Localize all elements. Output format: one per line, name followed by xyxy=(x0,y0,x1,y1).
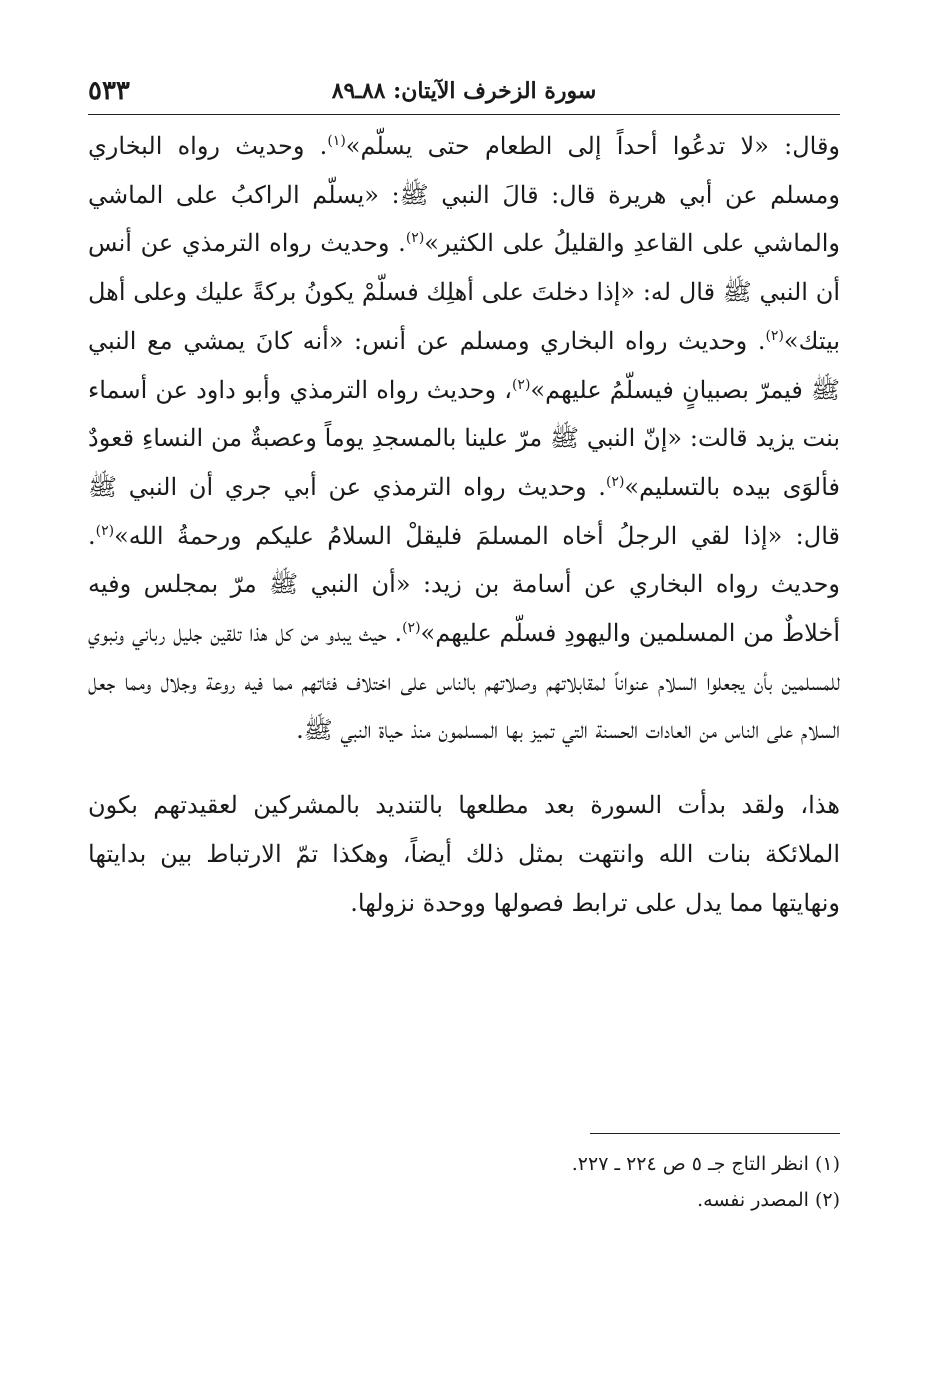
paragraph: هذا، ولقد بدأت السورة بعد مطلعها بالتنديد بالمشركين لعقيدتهم بكون الملائكة بنات الله وانتهت بمثل ذلك أيضاً، وهكذا تمّ الارتباط بين بدايتها ونهايتها مما يدل على ترابط فصولها ووحدة نزولها. xyxy=(88,791,841,917)
body-text xyxy=(88,122,840,927)
footnote-ref: (٢) xyxy=(95,522,115,539)
footnote-rule xyxy=(590,1133,840,1134)
text-run: ، وحديث رواه الترمذي وأبو داود عن أسماء بنت يزيد قالت: «إنّ النبي ﷺ مرّ علينا بالمسجدِ يوماً وعصبةٌ من النساءِ قعودٌ فألوَى بيده بالتسليم» xyxy=(88,375,840,501)
footnote: (٢) المصدر نفسه. xyxy=(697,1189,840,1211)
footnote-ref: (٢) xyxy=(765,327,784,344)
footnote-ref: (٢) xyxy=(511,376,531,393)
footnotes xyxy=(88,1146,840,1218)
footnote-ref: (١) xyxy=(327,133,346,149)
footnote-ref: (٢) xyxy=(605,473,625,490)
text-run: وقال: «لا تدعُوا أحداً إلى الطعام حتى يسلّم» xyxy=(345,132,841,160)
text-run: . وحديث رواه البخاري عن أسامة بن زيد: «أن النبي ﷺ مرّ بمجلس وفيه أخلاطٌ من المسلمين واليهودِ فسلّم عليهم» xyxy=(88,521,841,648)
text-run: . وحديث رواه البخاري ومسلم عن أبي هريرة قال: قالَ النبي ﷺ: «يسلّم الراكبُ على الماشي والماشي على القاعدِ والقليلُ على الكثير» xyxy=(88,132,841,258)
text-run: . وحديث رواه الترمذي عن أنس أن النبي ﷺ قال له: «إذا دخلتَ على أهلِك فسلّمْ يكونُ بركةً عليك وعلى أهل بيتك» xyxy=(88,229,840,355)
text-run: . وحديث رواه الترمذي عن أبي جري أن النبي ﷺ قال: «إذا لقي الرجلُ أخاه المسلمَ فليقلْ السلامُ عليكم ورحمةُ الله» xyxy=(88,472,840,550)
paragraph xyxy=(88,122,840,755)
page-header xyxy=(88,74,840,115)
footnote-ref: (٢) xyxy=(405,230,425,247)
page-number: ٥٣٣ xyxy=(88,76,130,106)
running-title: سورة الزخرف الآيتان: ٨٨ـ٨٩ xyxy=(331,78,597,104)
text-run: . حيث يبدو من كل هذا تلقين جليل رباني ونبوي للمسلمين بأن يجعلوا السلام عنواناً لمقابلاتهم وصلاتهم بالناس على اختلاف فئاتهم مما فيه روعة وجلال ومما جعل السلام على الناس من العادات الحسنة التي تميز بها المسلمون منذ حياة النبي ﷺ. xyxy=(88,619,840,745)
footnote: (١) انظر التاج جـ ٥ ص ٢٢٤ ـ ٢٢٧. xyxy=(571,1153,840,1175)
footnote-ref: (٢) xyxy=(402,620,421,637)
text-run: . وحديث رواه البخاري ومسلم عن أنس: «أنه كانَ يمشي مع النبي ﷺ فيمرّ بصبيانٍ فيسلّمُ عليهم» xyxy=(88,326,840,404)
